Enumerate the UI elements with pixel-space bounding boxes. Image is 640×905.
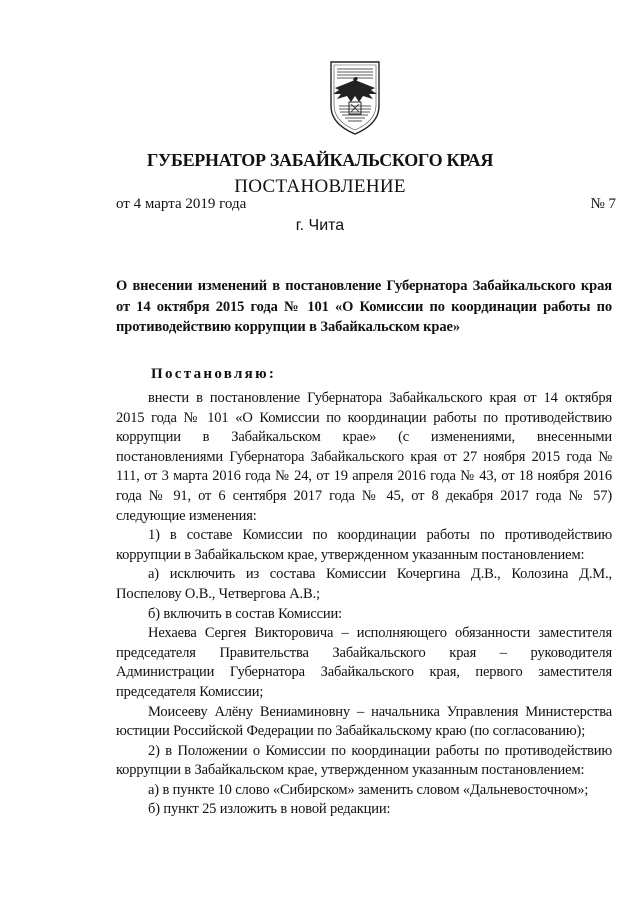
body-paragraph: внести в постановление Губернатора Забайкальского края от 14 октября 2015 года № 101 «О Комиссии по координации работы по противодействию коррупции в Забайкальском крае» (с изменениями, внесенными постановлениями Губернатора Забайкальского края от 27 ноября 2015 года № 111, от 3 марта 2016 года № 24, от 19 апреля 2016 года № 43, от 18 ноября 2016 года № 91, от 6 сентября 2017 года № 45, от 8 декабря 2017 года № 57) следующие изменения: (116, 390, 612, 524)
body-paragraph: Нехаева Сергея Викторовича – исполняющего обязанности заместителя председателя Правительства Забайкальского края – руководителя Администрации Губернатора Забайкальского края, первого заместителя председателя Комиссии; (116, 625, 612, 700)
body-paragraph: 1) в составе Комиссии по координации работы по противодействию коррупции в Забайкальском крае, утвержденном указанным постановлением: (116, 527, 612, 563)
document-date: от 4 марта 2019 года (116, 196, 247, 212)
body-paragraph: а) в пункте 10 слово «Сибирском» заменить словом «Дальневосточном»; (148, 781, 589, 798)
document-subject: О внесении изменений в постановление Губернатора Забайкальского края от 14 октября 2015 года № 101 «О Комиссии по координации работы по противодействию коррупции в Забайкальском крае» (116, 278, 612, 335)
coat-of-arms-icon (325, 58, 385, 136)
body-paragraph: 2) в Положении о Комиссии по координации работы по противодействию коррупции в Забайкальском крае, утвержденном указанным постановлением: (116, 742, 612, 779)
body-paragraph: Моисееву Алёну Вениаминовну – начальника Управления Министерства юстиции Российской Федерации по Забайкальскому краю (по согласованию); (116, 703, 612, 740)
issuing-authority: ГУБЕРНАТОР ЗАБАЙКАЛЬСКОГО КРАЯ (146, 150, 494, 170)
resolve-heading: Постановляю: (151, 366, 277, 382)
body-paragraph: а) исключить из состава Комиссии Кочергина Д.В., Колозина Д.М., Поспелову О.В., Четвергова А.В.; (116, 566, 612, 602)
body-paragraph: б) пункт 25 изложить в новой редакции: (148, 801, 391, 818)
body-paragraph: б) включить в состав Комиссии: (148, 605, 343, 622)
document-body (116, 389, 612, 820)
document-type: ПОСТАНОВЛЕНИЕ (234, 176, 406, 197)
document-number: № 7 (590, 196, 616, 212)
document-city: г. Чита (295, 217, 345, 234)
